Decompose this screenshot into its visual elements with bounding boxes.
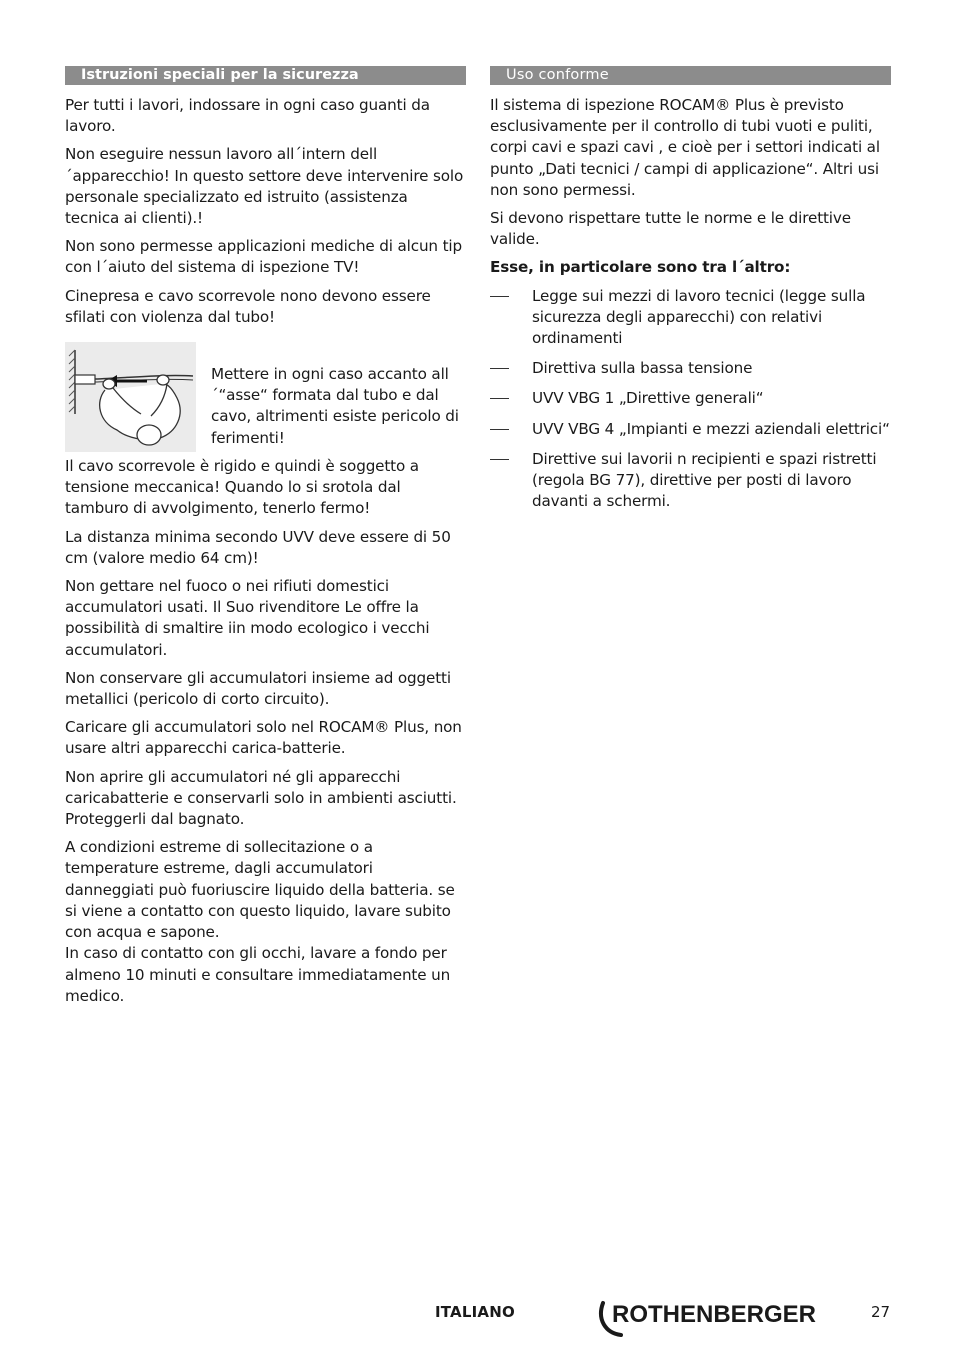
regulations-list-heading: Esse, in particolare sono tra l´altro: xyxy=(490,258,791,277)
dash-bullet-icon xyxy=(490,429,509,430)
list-item xyxy=(490,419,891,440)
page-number: 27 xyxy=(871,1303,891,1321)
list-item xyxy=(490,449,891,513)
dash-bullet-icon xyxy=(490,296,509,297)
list-item xyxy=(490,286,891,350)
safety-paragraph: Per tutti i lavori, indossare in ogni caso guanti da lavoro. xyxy=(65,96,430,136)
cable-pulling-illustration xyxy=(65,342,196,452)
safety-paragraph: La distanza minima secondo UVV deve essere di 50 cm (valore medio 64 cm)! xyxy=(65,527,451,567)
list-item xyxy=(490,358,891,379)
safety-paragraph: Il cavo scorrevole è rigido e quindi è soggetto a tensione meccanica! Quando lo si srotola dal tamburo di avvolgimento, tenerlo fermo! xyxy=(65,457,419,518)
regulations-list xyxy=(490,286,891,513)
figure-caption: Mettere in ogni caso accanto all´“asse“ formata dal tubo e dal cavo, altrimenti esiste pericolo di ferimenti! xyxy=(211,365,459,447)
footer-language: ITALIANO xyxy=(435,1303,515,1321)
safety-paragraph: Non conservare gli accumulatori insieme ad oggetti metallici (pericolo di corto circuito). xyxy=(65,668,451,709)
safety-paragraph: Caricare gli accumulatori solo nel ROCAM® Plus, non usare altri apparecchi carica-batterie. xyxy=(65,718,462,758)
section-heading-intended-use: Uso conforme xyxy=(490,66,891,85)
dash-bullet-icon xyxy=(490,459,509,460)
dash-bullet-icon xyxy=(490,398,509,399)
intended-use-paragraph: Il sistema di ispezione ROCAM® Plus è previsto esclusivamente per il controllo di tubi vuoti e puliti, corpi cavi e spazi cavi , e cioè per i settori indicati al punto „Dati tecnici / campi di applicazione“. Altri usi non sono permessi. xyxy=(490,96,880,199)
figure-caption-wrap xyxy=(211,364,466,452)
rothenberger-logo xyxy=(597,1297,837,1337)
left-column xyxy=(65,66,466,1014)
list-item-text: Direttiva sulla bassa tensione xyxy=(532,359,753,378)
right-column xyxy=(490,66,891,521)
section-heading-safety: Istruzioni speciali per la sicurezza xyxy=(65,66,466,85)
safety-paragraph: Non gettare nel fuoco o nei rifiuti domestici accumulatori usati. Il Suo rivenditore Le offre la possibilità di smaltire iin modo ecologico i vecchi accumulatori. xyxy=(65,577,430,659)
safety-paragraph: Non aprire gli accumulatori né gli apparecchi caricabatterie e conservarli solo in ambienti asciutti. Proteggerli dal bagnato. xyxy=(65,767,457,829)
safety-paragraph: Non eseguire nessun lavoro all´intern dell´apparecchio! In questo settore deve intervenire solo personale specializzato ed istruito (assistenza tecnica ai clienti).! xyxy=(65,145,464,228)
safety-paragraph: Non sono permesse applicazioni mediche di alcun tip con l´aiuto del sistema di ispezione TV! xyxy=(65,237,462,277)
safety-paragraph: A condizioni estreme di sollecitazione o a temperature estreme, dagli accumulatori danneggiati può fuoriuscire liquido della batteria. se si viene a contatto con questo liquido, lavare subito con acqua e sapone. In caso di contatto con gli occhi, lavare a fondo per almeno 10 minuti e consultare immediatamente un medico. xyxy=(65,838,455,1005)
logo-wordmark: ROTHENBERGER xyxy=(612,1301,817,1328)
intended-use-paragraph: Si devono rispettare tutte le norme e le direttive valide. xyxy=(490,209,851,249)
list-item-text: Direttive sui lavorii n recipienti e spazi ristretti (regola BG 77), direttive per posti di lavoro davanti a schermi. xyxy=(532,449,877,511)
list-item-text: Legge sui mezzi di lavoro tecnici (legge sulla sicurezza degli apparecchi) con relativi ordinamenti xyxy=(532,286,866,348)
dash-bullet-icon xyxy=(490,368,509,369)
list-item-text: UVV VBG 1 „Direttive generali“ xyxy=(532,389,764,408)
figure-block xyxy=(65,342,466,452)
list-item-text: UVV VBG 4 „Impianti e mezzi aziendali elettrici“ xyxy=(532,419,890,438)
list-item xyxy=(490,388,891,409)
safety-paragraph: Cinepresa e cavo scorrevole nono devono essere sfilati con violenza dal tubo! xyxy=(65,286,431,326)
